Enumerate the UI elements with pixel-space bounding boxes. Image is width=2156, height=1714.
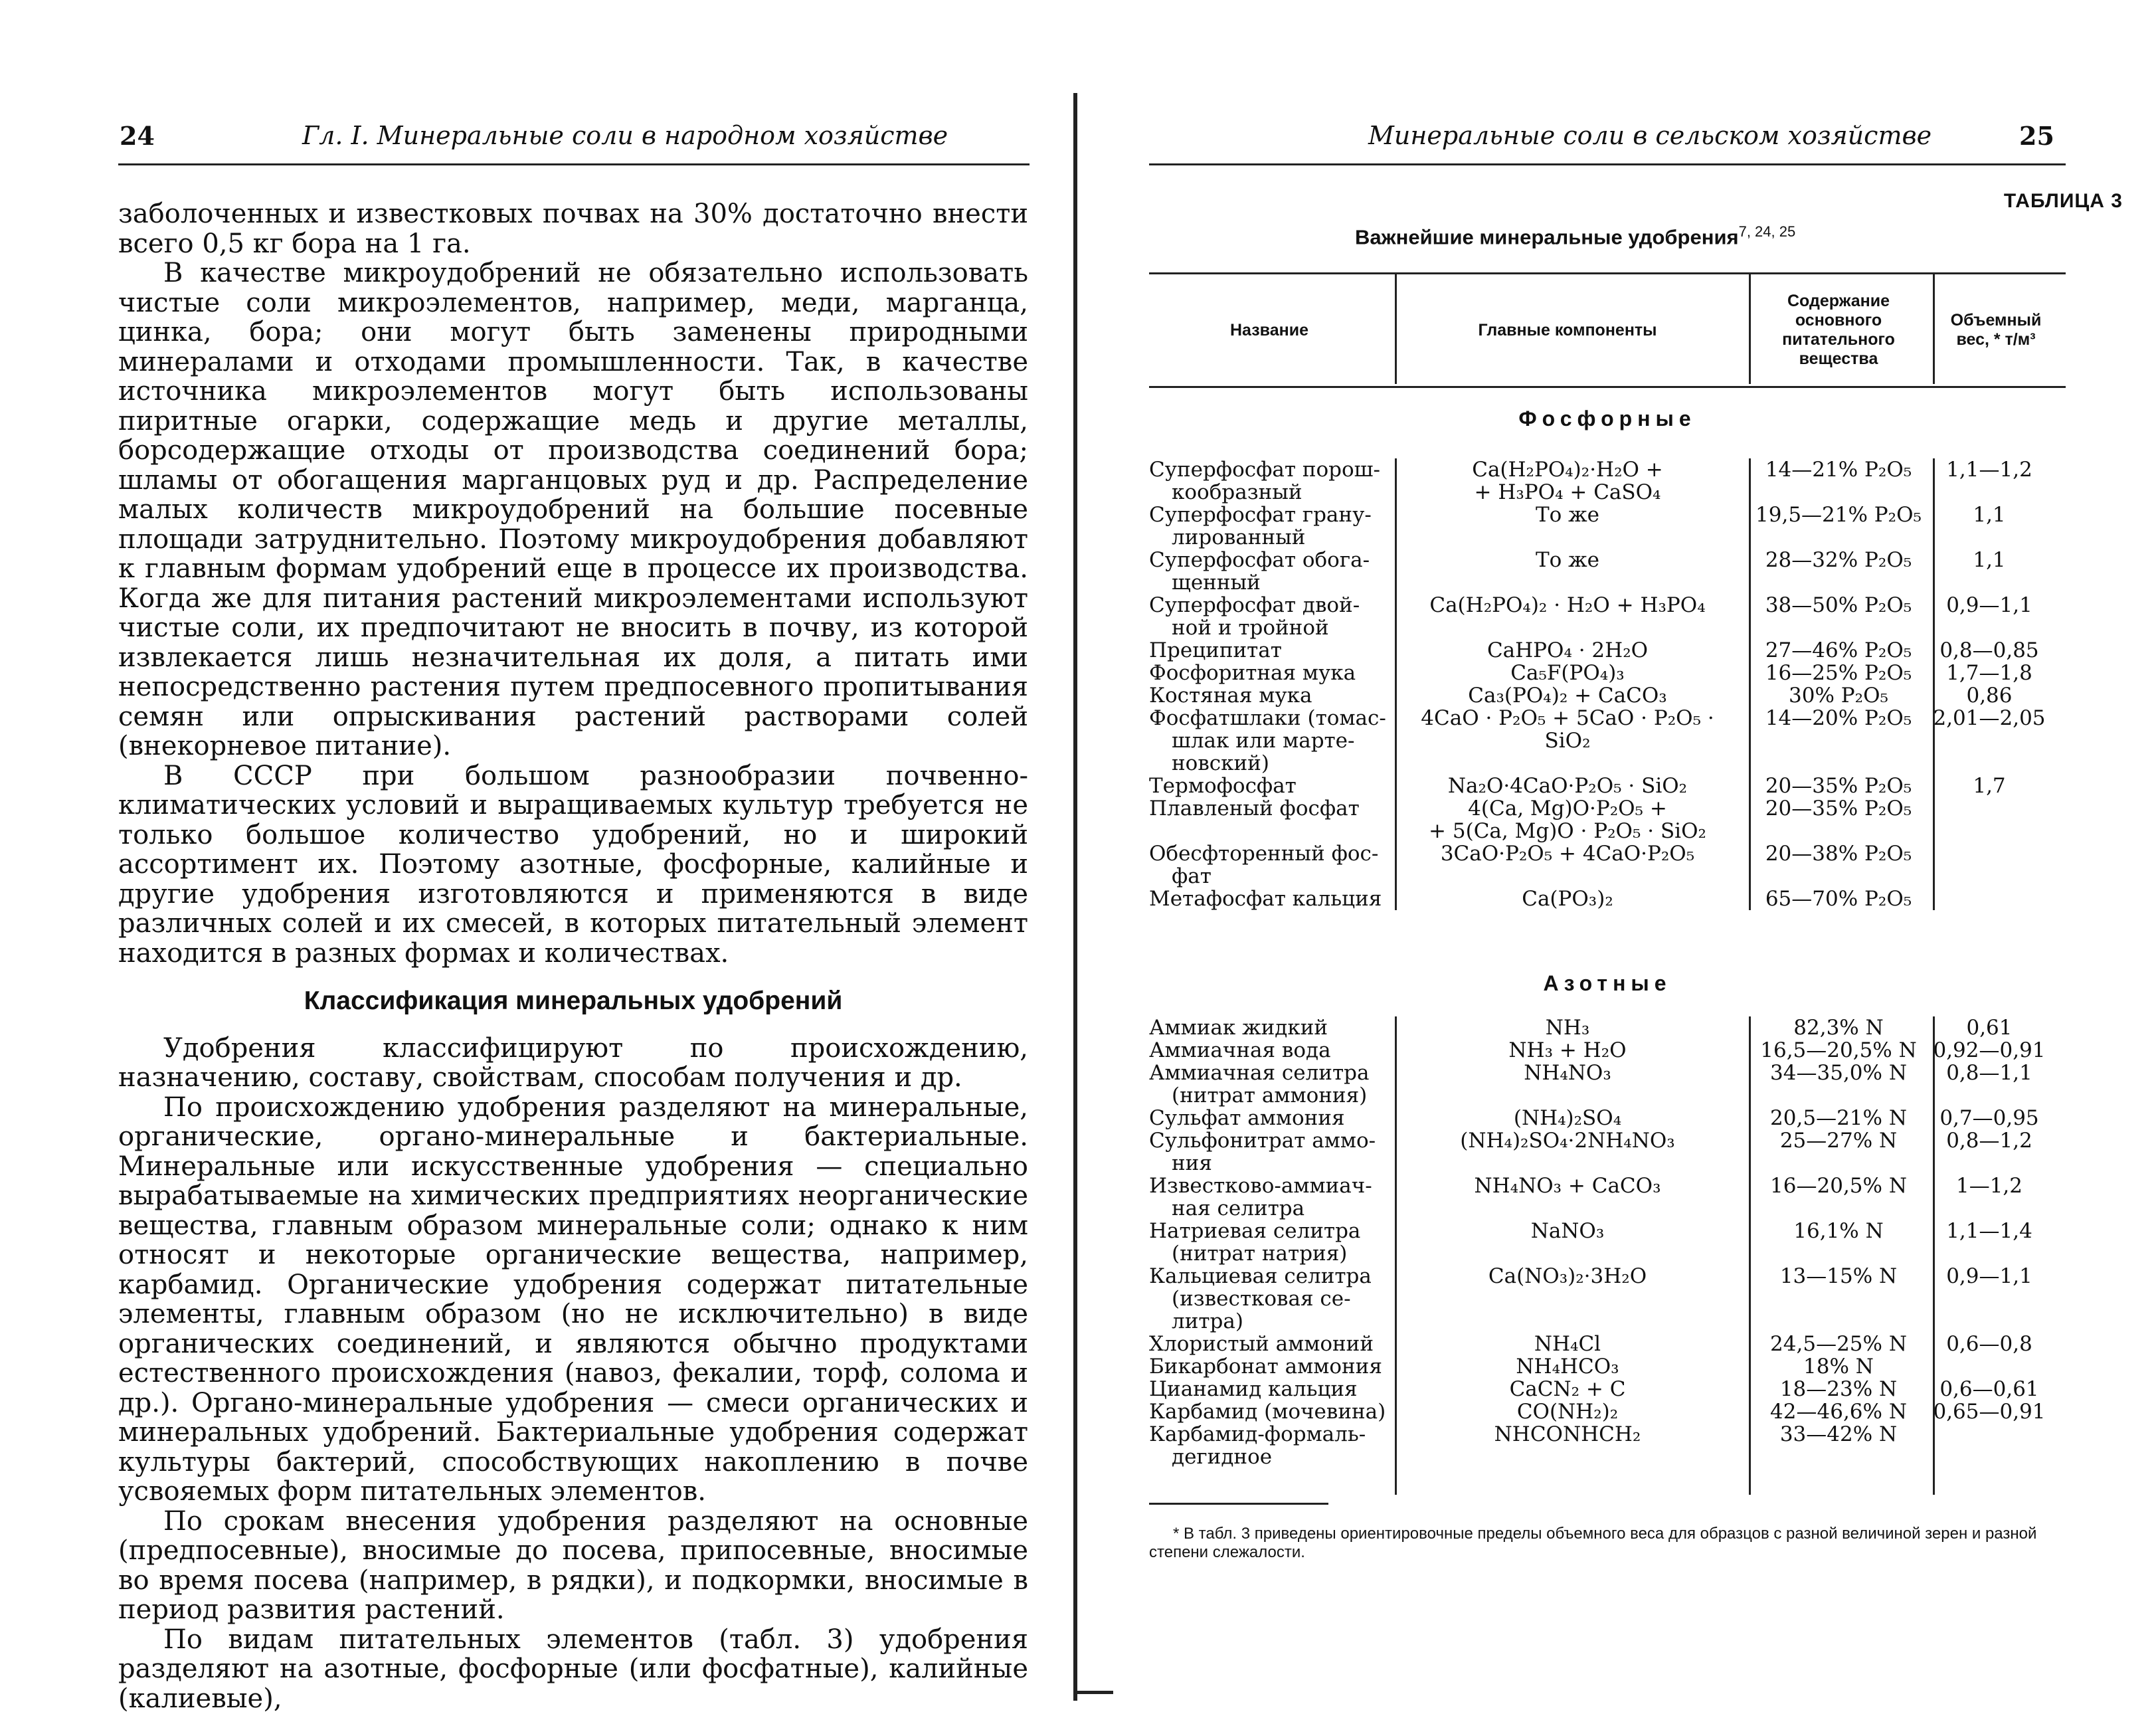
nutrient-content: 20,5—21% N [1770, 1106, 1907, 1130]
nutrient-content: 27—46% P₂O₅ [1765, 638, 1912, 662]
column-divider [1933, 272, 1935, 384]
main-components-line: Ca(H₂PO₄)₂·H₂O + [1472, 458, 1663, 482]
fertilizer-name [1149, 662, 1390, 684]
nutrient-content: 82,3% N [1793, 1016, 1884, 1040]
nutrient-content: 16—25% P₂O₅ [1765, 661, 1912, 685]
fertilizer-name-line: фат [1172, 864, 1212, 888]
nutrient-content: 33—42% N [1779, 1422, 1898, 1446]
fertilizer-name-line: Аммиачная вода [1149, 1038, 1331, 1062]
fertilizer-name-line: шлак или марте- [1172, 729, 1355, 753]
table-row [1149, 1129, 2066, 1175]
fertilizer-name [1149, 888, 1390, 910]
table-row [1149, 1378, 2066, 1400]
main-components-line: Ca₃(PO₄)₂ + CaCO₃ [1468, 684, 1667, 708]
right-running-header: Минеральные соли в сельском хозяйстве [1368, 121, 1932, 150]
nutrient-content: 16,1% N [1793, 1219, 1884, 1243]
fertilizer-name-line: Аммиак жидкий [1149, 1016, 1328, 1040]
fertilizer-name-line: Фосфатшлаки (томас- [1149, 706, 1386, 730]
fertilizer-name [1149, 684, 1390, 707]
main-components [1395, 1129, 1740, 1152]
volume-weight: 1,1 [1973, 548, 2006, 572]
main-components [1395, 707, 1740, 752]
fertilizer-name-line: Суперфосфат порош- [1149, 458, 1380, 482]
fertilizer-name-line: Кальциевая селитра [1149, 1264, 1372, 1288]
table-title-text: Важнейшие минеральные удобрения [1355, 225, 1739, 249]
fertilizer-name [1149, 458, 1390, 504]
volume-weight: 0,92—0,91 [1933, 1038, 2046, 1062]
main-components-line: CaHPO₄ · 2H₂O [1486, 638, 1649, 662]
fertilizer-name-line: Хлористый аммоний [1149, 1332, 1374, 1356]
main-components [1395, 684, 1740, 707]
main-components [1395, 1062, 1740, 1084]
volume-weight: 1,7 [1973, 774, 2006, 798]
main-components-line: То же [1535, 503, 1600, 527]
nutrient-content: 20—38% P₂O₅ [1765, 842, 1912, 866]
col-header-volume-weight: Объемный вес, * т/м³ [1950, 311, 2042, 349]
fertilizer-name-line: Аммиачная селитра [1149, 1061, 1370, 1085]
section-heading: Классификация минеральных удобрений [304, 987, 843, 1015]
table-row [1149, 639, 2066, 662]
main-components-line: NH₄NO₃ [1524, 1061, 1611, 1085]
fertilizer-name-line: кообразный [1172, 480, 1303, 504]
fertilizer-name-line: (известковая се- [1172, 1287, 1351, 1311]
table-row [1149, 1355, 2066, 1378]
main-components-line: + H₃PO₄ + CaSO₄ [1474, 480, 1661, 504]
table-row [1149, 1423, 2066, 1468]
main-components [1395, 458, 1740, 504]
col-header-name: Название [1229, 320, 1308, 339]
volume-weight: 0,8—1,1 [1946, 1061, 2032, 1085]
table-label: ТАБЛИЦА 3 [2003, 190, 2123, 212]
paragraph: заболоченных и известковых почвах на 30% достаточно внести всего 0,5 кг бора на 1 га. [118, 199, 1028, 259]
main-components-line: NH₄HCO₃ [1516, 1355, 1619, 1379]
volume-weight: 0,65—0,91 [1933, 1400, 2046, 1424]
fertilizer-name-line: Известково-аммиач- [1149, 1174, 1372, 1198]
group-heading-nitrogen: Азотные [1543, 971, 1672, 995]
nutrient-content: 42—46,6% N [1770, 1400, 1907, 1424]
fertilizer-name-line: ной и тройной [1172, 616, 1329, 640]
right-header-rule [1149, 163, 2066, 165]
volume-weight: 1,1—1,2 [1946, 458, 2032, 482]
table-title [1355, 223, 1795, 249]
table-row [1149, 1175, 2066, 1220]
table-row [1149, 842, 2066, 888]
main-components [1395, 797, 1740, 842]
nutrient-content: 19,5—21% P₂O₅ [1755, 503, 1922, 527]
fertilizer-name-line: (нитрат аммония) [1172, 1084, 1368, 1107]
paragraph: По срокам внесения удобрения разделяют на основные (предпосевные), вносимые до посева, припосевные, вносимые во время посева (например, в рядки), и подкормки, вносимые в период развития растений. [118, 1505, 1028, 1625]
main-components-line: 3CaO·P₂O₅ + 4CaO·P₂O₅ [1440, 842, 1695, 866]
fertilizer-name [1149, 1220, 1390, 1265]
nutrient-content: 38—50% P₂O₅ [1765, 593, 1912, 617]
volume-weight: 1,7—1,8 [1946, 661, 2032, 685]
fertilizer-name [1149, 594, 1390, 639]
table-row [1149, 707, 2066, 775]
volume-weight: 0,86 [1966, 684, 2013, 708]
fertilizer-name-line: лированный [1172, 525, 1306, 549]
main-components [1395, 1175, 1740, 1197]
nutrient-content: 18% N [1803, 1355, 1874, 1379]
col-header-components: Главные компоненты [1478, 320, 1657, 339]
nutrient-content: 28—32% P₂O₅ [1765, 548, 1912, 572]
main-components-line: NH₄Cl [1534, 1332, 1601, 1356]
table-row [1149, 1107, 2066, 1129]
fertilizer-name-line: ния [1172, 1151, 1212, 1175]
paragraph: В качестве микроудобрений не обязательно использовать чистые соли микроэлементов, например, меди, марганца, цинка, бора; они могут быть заменены природными минералами и отходами промышленности. Так, в качестве источника микроэлементов могут быть использованы пиритные огарки, содержащие медь и другие металлы, борсодержащие отходы от производства соединений бора; шламы от обогащения марганцовых руд и др. Распределение малых количеств микроудобрений на большие посевные площади затруднительно. Поэтому микроудобрения добавляют к главным формам удобрений еще в процессе их производства. Когда же для питания растений микроэлементами используют чистые соли, их предпочитают не вносить в почву, из которой извлекается лишь незначительная их доля, а питать ими непосредственно растения путем предпосевного пропитывания семян или опрыскивания растений растворами солей (внекорневое питание). [118, 258, 1028, 761]
fertilizer-name-line: Фосфоритная мука [1149, 661, 1356, 685]
nutrient-content: 16,5—20,5% N [1760, 1038, 1917, 1062]
main-components-line: Na₂O·4CaO·P₂O₅ · SiO₂ [1447, 774, 1688, 798]
fertilizer-name-line: Суперфосфат обога- [1149, 548, 1370, 572]
fertilizer-name-line: Термофосфат [1149, 774, 1297, 798]
fertilizer-name-line: Метафосфат кальция [1149, 887, 1382, 911]
nutrient-content: 20—35% P₂O₅ [1765, 797, 1912, 820]
main-components [1395, 549, 1740, 571]
main-components [1395, 1107, 1740, 1129]
main-components [1395, 1016, 1740, 1039]
table-row [1149, 797, 2066, 842]
table-row [1149, 504, 2066, 549]
fertilizer-name-line: щенный [1172, 571, 1261, 595]
nutrient-content: 20—35% P₂O₅ [1765, 774, 1912, 798]
main-components [1395, 888, 1740, 910]
nutrient-content: 14—21% P₂O₅ [1765, 458, 1912, 482]
fertilizer-name-line: Карбамид (мочевина) [1149, 1400, 1386, 1424]
col-header-content: Содержание основного питательного вещества [1782, 292, 1895, 368]
fertilizer-name [1149, 775, 1390, 797]
fertilizer-name-line: новский) [1172, 751, 1269, 775]
footnote-rule [1149, 1503, 1328, 1505]
left-body-text [118, 199, 1028, 1713]
right-page-number: 25 [2019, 121, 2054, 151]
main-components-line: NH₃ + H₂O [1508, 1038, 1627, 1062]
volume-weight: 0,8—1,2 [1946, 1129, 2032, 1153]
volume-weight: 0,8—0,85 [1939, 638, 2039, 662]
fertilizer-name-line: Суперфосфат грану- [1149, 503, 1372, 527]
group-heading-phosphorus: Фосфорные [1518, 407, 1696, 430]
volume-weight: 0,9—1,1 [1946, 593, 2032, 617]
main-components [1395, 1265, 1740, 1287]
main-components-line: Ca(H₂PO₄)₂ · H₂O + H₃PO₄ [1429, 593, 1706, 617]
nutrient-content: 25—27% N [1779, 1129, 1898, 1153]
volume-weight: 0,6—0,61 [1939, 1377, 2039, 1401]
volume-weight: 0,9—1,1 [1946, 1264, 2032, 1288]
fertilizer-name [1149, 1016, 1390, 1039]
table-row [1149, 888, 2066, 910]
table-body-phosphorus [1149, 458, 2066, 910]
nutrient-content: 24,5—25% N [1770, 1332, 1907, 1356]
main-components-line: CO(NH₂)₂ [1516, 1400, 1619, 1424]
fertilizer-name-line: (нитрат натрия) [1172, 1242, 1348, 1266]
main-components-line: NHCONHCH₂ [1494, 1422, 1641, 1446]
fertilizer-name [1149, 1378, 1390, 1400]
table-row [1149, 594, 2066, 639]
fertilizer-name [1149, 1107, 1390, 1129]
main-components [1395, 639, 1740, 662]
left-page [0, 0, 1076, 1714]
table-row [1149, 662, 2066, 684]
main-components [1395, 842, 1740, 865]
nutrient-content: 65—70% P₂O₅ [1765, 887, 1912, 911]
nutrient-content: 34—35,0% N [1770, 1061, 1907, 1085]
main-components [1395, 1333, 1740, 1355]
main-components-line: (NH₄)₂SO₄·2NH₄NO₃ [1460, 1129, 1675, 1153]
fertilizer-name-line: Цианамид кальция [1149, 1377, 1358, 1401]
fertilizer-name-line: Костяная мука [1149, 684, 1312, 708]
main-components [1395, 1378, 1740, 1400]
volume-weight: 1,1—1,4 [1946, 1219, 2032, 1243]
main-components [1395, 1400, 1740, 1423]
nutrient-content: 14—20% P₂O₅ [1765, 706, 1912, 730]
fertilizer-name-line: ная селитра [1172, 1196, 1305, 1220]
fertilizer-name [1149, 707, 1390, 775]
nutrient-content: 13—15% N [1779, 1264, 1898, 1288]
table-row [1149, 1333, 2066, 1355]
main-components-line: NH₄NO₃ + CaCO₃ [1474, 1174, 1661, 1198]
fertilizer-name-line: Суперфосфат двой- [1149, 593, 1360, 617]
main-components-line: + 5(Ca, Mg)O · P₂O₅ · SiO₂ [1429, 819, 1706, 843]
table-title-refs: 7, 24, 25 [1738, 223, 1796, 240]
table-body-nitrogen [1149, 1016, 2066, 1468]
table-row [1149, 549, 2066, 594]
fertilizer-name [1149, 1333, 1390, 1355]
fertilizer-name [1149, 842, 1390, 888]
volume-weight: 2,01—2,05 [1933, 706, 2046, 730]
paragraph: Удобрения классифицируют по происхождению, назначению, составу, свойствам, способам получения и др. [118, 1032, 1028, 1093]
main-components [1395, 662, 1740, 684]
left-running-header: Гл. I. Минеральные соли в народном хозяйстве [302, 121, 948, 150]
fertilizer-name-line: Обесфторенный фос- [1149, 842, 1379, 866]
table-header [1149, 272, 2066, 388]
left-header-rule [118, 163, 1030, 165]
table-row [1149, 1400, 2066, 1423]
fertilizer-name [1149, 1423, 1390, 1468]
main-components-line: NH₃ [1545, 1016, 1590, 1040]
main-components [1395, 1220, 1740, 1242]
left-page-number: 24 [120, 121, 155, 151]
fertilizer-name-line: дегидное [1172, 1445, 1273, 1469]
main-components-line: Ca(PO₃)₂ [1522, 887, 1613, 911]
main-components-line: Ca(NO₃)₂·3H₂O [1488, 1264, 1647, 1288]
main-components-line: 4(Ca, Mg)O·P₂O₅ + [1468, 797, 1667, 820]
nutrient-content: 18—23% N [1779, 1377, 1898, 1401]
fertilizer-name [1149, 549, 1390, 594]
table-row [1149, 1265, 2066, 1333]
fertilizer-name-line: Карбамид-формаль- [1149, 1422, 1366, 1446]
paragraph: В СССР при большом разнообразии почвенно-климатических условий и выращиваемых культур требуется не только большое количество удобрений, но и широкий ассортимент их. Поэтому азотные, фосфорные, калийные и другие удобрения изготовляются и применяются в виде различных солей и их смесей, в которых питательный элемент находится в разных формах и количествах. [118, 760, 1028, 969]
table-row [1149, 458, 2066, 504]
fertilizer-name-line: Бикарбонат аммония [1149, 1355, 1382, 1379]
main-components [1395, 1355, 1740, 1378]
right-page [1076, 0, 2156, 1702]
main-components [1395, 504, 1740, 526]
fertilizer-name [1149, 1129, 1390, 1175]
table-row [1149, 1062, 2066, 1107]
main-components-line: CaCN₂ + C [1509, 1377, 1626, 1401]
table-row [1149, 1220, 2066, 1265]
fertilizer-name [1149, 1400, 1390, 1423]
fertilizer-name [1149, 797, 1390, 820]
table-row [1149, 1039, 2066, 1062]
main-components-line: То же [1535, 548, 1600, 572]
fertilizer-name-line: Преципитат [1149, 638, 1282, 662]
fertilizer-name-line: литра) [1172, 1309, 1243, 1333]
volume-weight: 1—1,2 [1955, 1174, 2023, 1198]
main-components-line: (NH₄)₂SO₄ [1513, 1106, 1622, 1130]
main-components [1395, 1423, 1740, 1446]
main-components [1395, 1039, 1740, 1062]
fertilizer-name [1149, 639, 1390, 662]
paragraph: По происхождению удобрения разделяют на минеральные, органические, органо-минеральные и бактериальные. Минеральные или искусственные удобрения — специально вырабатываемые на химических предприятиях неорганические вещества, главным образом минеральные соли; однако к ним относят и некоторые органические вещества, например, карбамид. Органические удобрения содержат питательные элементы, главным образом (но не исключительно) в виде органических соединений, и являются обычно продуктами естественного происхождения (навоз, фекалии, торф, солома и др.). Органо-минеральные удобрения — смеси органических и минеральных удобрений. Бактериальные удобрения содержат культуры бактерий, способствующих накоплению в почве усвояемых форм питательных элементов. [118, 1092, 1028, 1507]
volume-weight: 0,6—0,8 [1946, 1332, 2032, 1356]
table-row [1149, 1016, 2066, 1039]
volume-weight: 1,1 [1973, 503, 2006, 527]
fertilizer-name [1149, 504, 1390, 549]
fertilizer-name [1149, 1062, 1390, 1107]
main-components-line: NaNO₃ [1530, 1219, 1605, 1243]
nutrient-content: 16—20,5% N [1770, 1174, 1907, 1198]
fertilizer-name-line: Натриевая селитра [1149, 1219, 1361, 1243]
fertilizer-name [1149, 1355, 1390, 1378]
fertilizer-name [1149, 1039, 1390, 1062]
main-components [1395, 594, 1740, 617]
table-row [1149, 775, 2066, 797]
column-divider [1395, 272, 1397, 384]
table-row [1149, 684, 2066, 707]
main-components [1395, 775, 1740, 797]
volume-weight: 0,7—0,95 [1939, 1106, 2039, 1130]
column-divider [1749, 272, 1751, 384]
main-components-line: Ca₅F(PO₄)₃ [1510, 661, 1625, 685]
table-footnote: * В табл. 3 приведены ориентировочные пределы объемного веса для образцов с разной величиной зерен и разной степени слежалости. [1149, 1525, 2037, 1561]
paragraph: По видам питательных элементов (табл. 3) удобрения разделяют на азотные, фосфорные (или фосфатные), калийные (калиевые), [118, 1624, 1028, 1714]
fertilizer-name [1149, 1175, 1390, 1220]
main-components-line: 4CaO · P₂O₅ + 5CaO · P₂O₅ · SiO₂ [1421, 706, 1714, 753]
fertilizer-name-line: Сульфонитрат аммо- [1149, 1129, 1376, 1153]
nutrient-content: 30% P₂O₅ [1789, 684, 1888, 708]
volume-weight: 0,61 [1966, 1016, 2013, 1040]
fertilizer-name-line: Сульфат аммония [1149, 1106, 1345, 1130]
fertilizer-name-line: Плавленый фосфат [1149, 797, 1360, 820]
fertilizer-name [1149, 1265, 1390, 1333]
